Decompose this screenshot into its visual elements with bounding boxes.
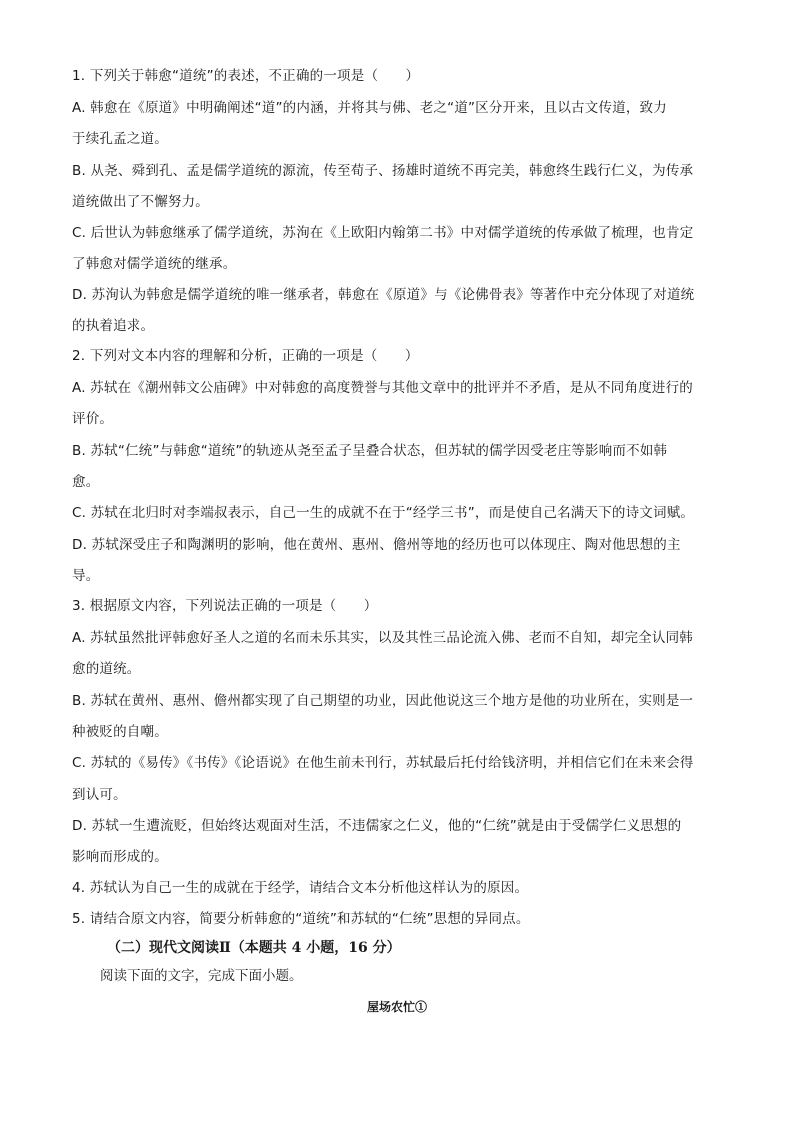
- question-2-option-a: A. 苏轼在《潮州韩文公庙碑》中对韩愈的高度赞誉与其他文章中的批评并不矛盾，是从不同角度进行的: [72, 380, 693, 396]
- question-3-option-a-cont: 愈的道统。: [72, 661, 141, 677]
- question-3-option-b: B. 苏轼在黄州、惠州、儋州都实现了自己期望的功业，因此他说这三个地方是他的功业所在，实则是一: [72, 693, 694, 709]
- question-1-stem: 1. 下列关于韩愈“道统”的表述，不正确的一项是（ ）: [72, 68, 420, 84]
- question-2-option-d-cont: 导。: [72, 568, 100, 584]
- question-2-option-c: C. 苏轼在北归时对李端叔表示，自己一生的成就不在于“经学三书”，而是使自己名满天下的诗文词赋。: [72, 505, 695, 521]
- question-1-option-d: D. 苏洵认为韩愈是儒学道统的唯一继承者，韩愈在《原道》与《论佛骨表》等著作中充分体现了对道统: [72, 287, 695, 303]
- question-3-option-a: A. 苏轼虽然批评韩愈好圣人之道的名而未乐其实，以及其性三品论流入佛、老而不自知，却完全认同韩: [72, 630, 693, 646]
- question-1-option-b-cont: 道统做出了不懈努力。: [72, 194, 209, 210]
- section-instruction: 阅读下面的文字，完成下面小题。: [100, 968, 303, 984]
- question-3-option-d-cont: 影响而形成的。: [72, 849, 168, 865]
- question-2-option-b-cont: 愈。: [72, 474, 100, 490]
- question-1-option-a-cont: 于续孔孟之道。: [72, 131, 168, 147]
- question-2-stem: 2. 下列对文本内容的理解和分析，正确的一项是（ ）: [72, 348, 419, 364]
- question-2-option-b: B. 苏轼“仁统”与韩愈“道统”的轨迹从尧至孟子呈叠合状态，但苏轼的儒学因受老庄等影响而不如韩: [72, 443, 668, 459]
- passage-title: 屋场农忙①: [366, 1000, 427, 1014]
- question-1-option-c-cont: 了韩愈对儒学道统的继承。: [72, 256, 237, 272]
- question-3-option-b-cont: 种被贬的自嘲。: [72, 724, 168, 740]
- question-3-option-c: C. 苏轼的《易传》《书传》《论语说》在他生前未刊行，苏轼最后托付给钱济明，并相信它们在未来会得: [72, 755, 694, 771]
- question-3-option-c-cont: 到认可。: [72, 787, 127, 803]
- question-1-option-c: C. 后世认为韩愈继承了儒学道统，苏洵在《上欧阳内翰第二书》中对儒学道统的传承做了梳理，也肯定: [72, 225, 694, 241]
- question-5-stem: 5. 请结合原文内容，简要分析韩愈的“道统”和苏轼的“仁统”思想的异同点。: [72, 911, 530, 927]
- question-2-option-d: D. 苏轼深受庄子和陶渊明的影响，他在黄州、惠州、儋州等地的经历也可以体现庄、陶对他思想的主: [72, 537, 681, 553]
- question-3-stem: 3. 根据原文内容，下列说法正确的一项是（ ）: [72, 598, 378, 614]
- section-heading: （二）现代文阅读Ⅱ（本题共 4 小题，16 分）: [107, 940, 401, 956]
- question-3-option-d: D. 苏轼一生遭流贬，但始终达观面对生活，不违儒家之仁义，他的“仁统”就是由于受儒学仁义思想的: [72, 818, 682, 834]
- question-4-stem: 4. 苏轼认为自己一生的成就在于经学，请结合文本分析他这样认为的原因。: [72, 880, 529, 896]
- question-1-option-d-cont: 的执着追求。: [72, 318, 155, 334]
- question-1-option-a: A. 韩愈在《原道》中明确阐述“道”的内涵，并将其与佛、老之“道”区分开来，且以古文传道，致力: [72, 100, 667, 116]
- question-1-option-b: B. 从尧、舜到孔、孟是儒学道统的源流，传至荀子、扬雄时道统不再完美，韩愈终生践行仁义，为传承: [72, 163, 694, 179]
- question-2-option-a-cont: 评价。: [72, 411, 114, 427]
